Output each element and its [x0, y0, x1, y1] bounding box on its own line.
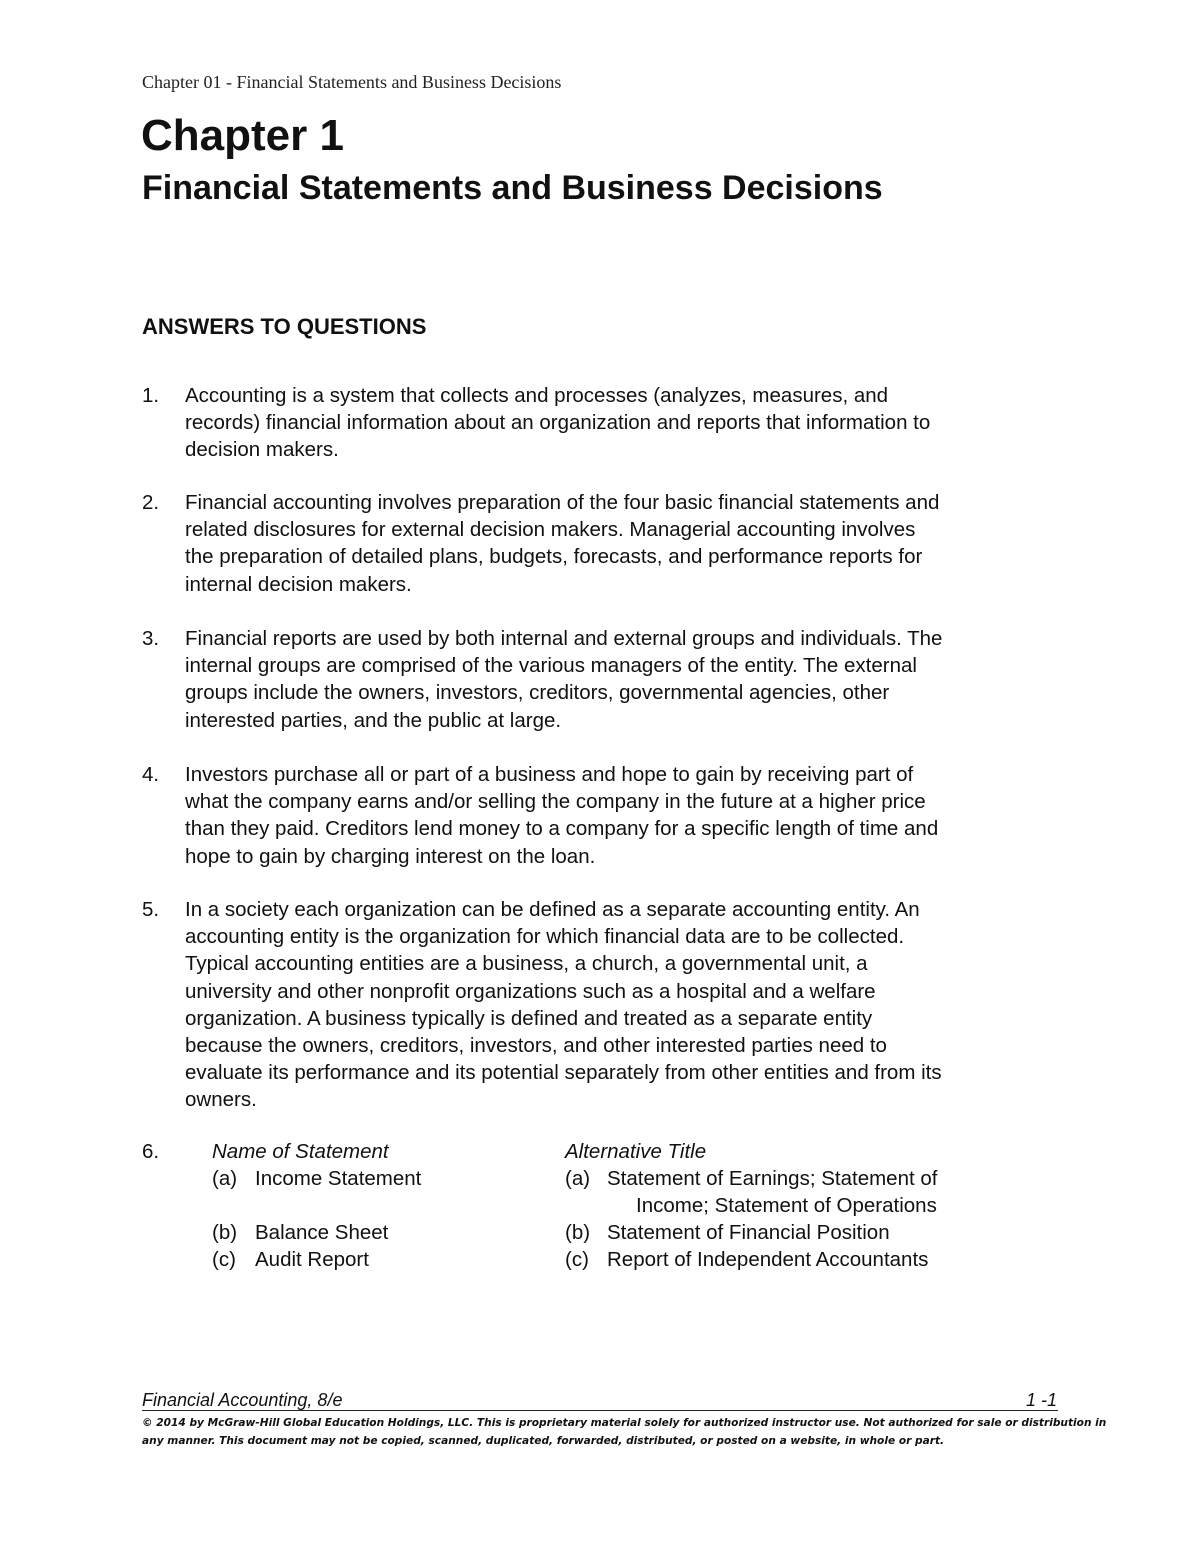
answer-line: organization. A business typically is defined and treated as a separate entity: [185, 1006, 873, 1030]
statement-name: Audit Report: [255, 1248, 369, 1271]
section-heading: ANSWERS TO QUESTIONS: [142, 314, 427, 339]
column-heading-alternative: Alternative Title: [565, 1140, 707, 1163]
answer-line: Financial accounting involves preparation of the four basic financial statements and: [185, 491, 940, 514]
row-label: (a): [565, 1167, 591, 1190]
answer-line: Typical accounting entities are a business, a church, a governmental unit, a: [185, 952, 868, 976]
answer-line: owners.: [185, 1088, 257, 1112]
row-label: (c): [212, 1248, 236, 1271]
answer-line: internal groups are comprised of the various managers of the entity. The external: [185, 654, 917, 678]
row-label: (b): [565, 1221, 591, 1244]
answer-line: records) financial information about an organization and reports that information to: [185, 411, 931, 435]
answer-line: In a society each organization can be defined as a separate accounting entity. An: [185, 898, 920, 921]
answer-line: groups include the owners, investors, creditors, governmental agencies, other: [185, 681, 890, 705]
statement-name: Balance Sheet: [255, 1221, 389, 1244]
copyright-line: any manner. This document may not be copied, scanned, duplicated, forwarded, distributed, or posted on a website, in whole or part.: [142, 1435, 945, 1447]
answer-text: [185, 896, 1075, 1114]
column-heading-name: Name of Statement: [212, 1140, 389, 1163]
answer-number: 3.: [142, 627, 160, 650]
answer-line: Accounting is a system that collects and processes (analyzes, measures, and: [185, 384, 889, 407]
chapter-title: Financial Statements and Business Decisions: [142, 169, 883, 207]
answer-line: what the company earns and/or selling the company in the future at a higher price: [185, 790, 926, 814]
answer-number: 4.: [142, 763, 160, 786]
running-header: Chapter 01 - Financial Statements and Business Decisions: [142, 72, 562, 92]
footer-divider: [142, 1410, 1058, 1411]
answer-number: 6.: [142, 1140, 160, 1163]
footer-page-number: 1 -1: [1025, 1390, 1057, 1410]
answer-line: Financial reports are used by both internal and external groups and individuals. The: [185, 627, 943, 650]
answer-line: accounting entity is the organization for which financial data are to be collected.: [185, 925, 905, 949]
answer-line: internal decision makers.: [185, 572, 412, 596]
answer-line: the preparation of detailed plans, budgets, forecasts, and performance reports for: [185, 545, 923, 569]
answer-line: university and other nonprofit organizations such as a hospital and a welfare: [185, 979, 876, 1003]
answer-number: 2.: [142, 491, 160, 514]
chapter-number: Chapter 1: [141, 111, 344, 160]
alternative-title-continued: Income; Statement of Operations: [636, 1194, 937, 1217]
statement-name: Income Statement: [255, 1167, 422, 1190]
answer-text: [185, 625, 1075, 734]
answer-line: related disclosures for external decision makers. Managerial accounting involves: [185, 518, 916, 542]
answer-line: than they paid. Creditors lend money to a company for a specific length of time and: [185, 817, 939, 841]
row-label: (c): [565, 1248, 589, 1271]
alternative-title: Statement of Financial Position: [607, 1221, 890, 1244]
row-label: (b): [212, 1221, 238, 1244]
answer-line: because the owners, creditors, investors, and other interested parties need to: [185, 1034, 887, 1058]
answer-line: Investors purchase all or part of a business and hope to gain by receiving part of: [185, 763, 914, 786]
answer-text: [185, 489, 1075, 598]
copyright-line: © 2014 by McGraw-Hill Global Education Holdings, LLC. This is proprietary material solely for authorized instructor use. Not authorized for sale or distribution in: [142, 1417, 1107, 1429]
answer-line: decision makers.: [185, 438, 339, 462]
answer-number: 5.: [142, 898, 160, 921]
footer-book-title: Financial Accounting, 8/e: [142, 1390, 343, 1410]
answer-text: [185, 761, 1075, 870]
alternative-title: Report of Independent Accountants: [607, 1248, 929, 1271]
answer-text: [185, 382, 1075, 464]
answer-line: evaluate its performance and its potential separately from other entities and from its: [185, 1061, 942, 1085]
answer-line: hope to gain by charging interest on the loan.: [185, 844, 596, 868]
alternative-title: Statement of Earnings; Statement of: [607, 1167, 938, 1190]
row-label: (a): [212, 1167, 238, 1190]
answer-line: interested parties, and the public at large.: [185, 708, 562, 732]
answer-number: 1.: [142, 384, 160, 407]
copyright-notice: [142, 1414, 1107, 1450]
